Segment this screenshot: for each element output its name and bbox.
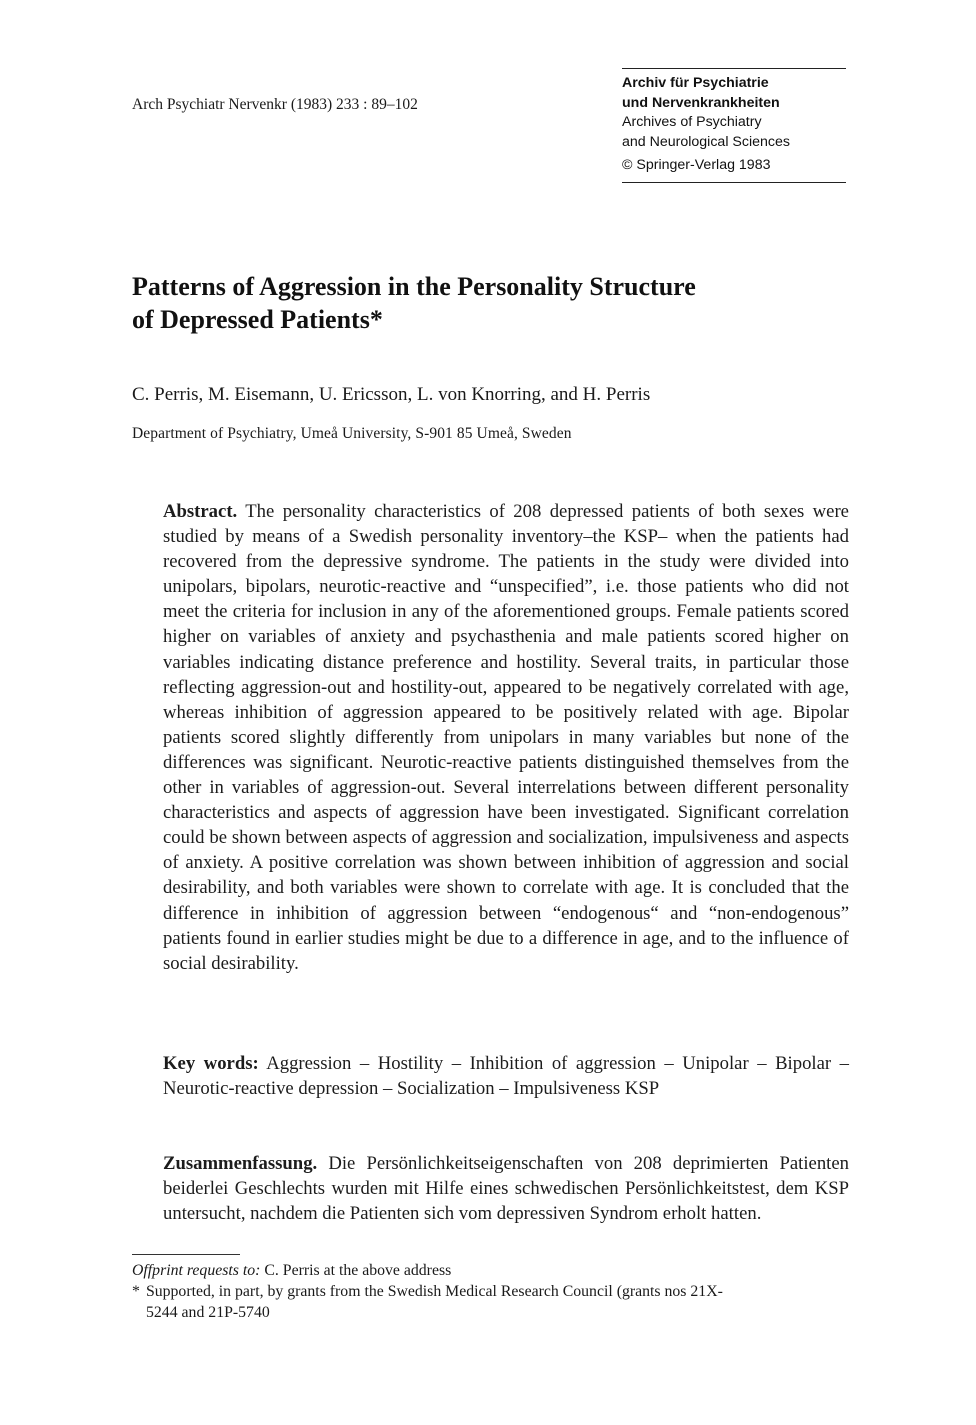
paper-title-line2: of Depressed Patients* (132, 305, 383, 334)
offprint-text: C. Perris at the above address (264, 1262, 452, 1279)
copyright-notice: © Springer-Verlag 1983 (622, 157, 771, 173)
keywords-label: Key words: (163, 1053, 259, 1074)
journal-citation: Arch Psychiatr Nervenkr (1983) 233 : 89–102 (132, 96, 418, 113)
footnote-support (132, 1281, 852, 1302)
journal-title-german-line1: Archiv für Psychiatrie (622, 75, 769, 91)
footnote-offprint (132, 1260, 852, 1281)
journal-title-german-line2: und Nervenkrankheiten (622, 94, 780, 111)
paper-title (132, 270, 852, 336)
footnote-marker: * (132, 1283, 140, 1300)
affiliation: Department of Psychiatry, Umeå University, S-901 85 Umeå, Sweden (132, 425, 572, 442)
offprint-label: Offprint requests to: (132, 1262, 261, 1279)
german-summary-label: Zusammenfassung. (163, 1153, 318, 1174)
journal-title-english-line2: and Neurological Sciences (622, 133, 790, 150)
abstract (163, 499, 849, 976)
support-line2: 5244 and 21P-5740 (146, 1304, 270, 1321)
abstract-text: The personality characteristics of 208 depressed patients of both sexes were studied by means of a Swedish personality inventory–the KSP– when the patients had recovered from the depressive syndrome. The patients in the study were divided into unipolars, bipolars, neurotic-reactive and “unspecified”, i.e. those patients who did not meet the criteria for inclusion in any of the aforementioned groups. Female patients scored higher on variables of anxiety and psychasthenia and male patients scored higher on variables indicating distance preference and hostility. Several traits, in particular those reflecting aggression-out and hostility-out, appeared to be negatively correlated with age, whereas inhibition of aggression appeared to be positively related with age. Bipolar patients scored slightly differently from unipolars in many variables but none of the differences was significant. Neurotic-reactive patients distinguished themselves from the other in variables of aggression-out. Several interrelations between different personality characteristics and aspects of aggression have been investigated. Significant correlation could be shown between aspects of aggression and socialization, impulsiveness and aspects of anxiety. A positive correlation was shown between inhibition of aggression and social desirability, and both variables were shown to correlate with age. It is concluded that the difference in inhibition of aggression between “endogenous“ and “non-endogenous” patients found in earlier studies might be due to a difference in age, and to the influence of social desirability. (163, 501, 849, 974)
paper-title-line1: Patterns of Aggression in the Personality Structure (132, 272, 696, 301)
keywords-text: Aggression – Hostility – Inhibition of aggression – Unipolar – Bipolar – Neurotic-reactive depression – Socialization – Impulsiveness KSP (163, 1053, 849, 1100)
support-line1: Supported, in part, by grants from the Swedish Medical Research Council (grants nos 21X- (145, 1283, 723, 1300)
footnote-divider (132, 1254, 240, 1255)
author-list: C. Perris, M. Eisemann, U. Ericsson, L. von Knorring, and H. Perris (132, 384, 651, 405)
journal-title-english-line1: Archives of Psychiatry (622, 114, 762, 130)
german-summary (163, 1151, 849, 1226)
keywords (163, 1051, 849, 1101)
journal-masthead (622, 68, 846, 183)
german-summary-text: Die Persönlichkeitseigenschaften von 208 deprimierten Patienten beiderlei Geschlechts wurden mit Hilfe eines schwedischen Persönlichkeitstest, dem KSP untersucht, nachdem die Patienten sich vom depressiven Syndrom erholt hatten. (163, 1153, 849, 1225)
abstract-label: Abstract. (163, 501, 238, 522)
